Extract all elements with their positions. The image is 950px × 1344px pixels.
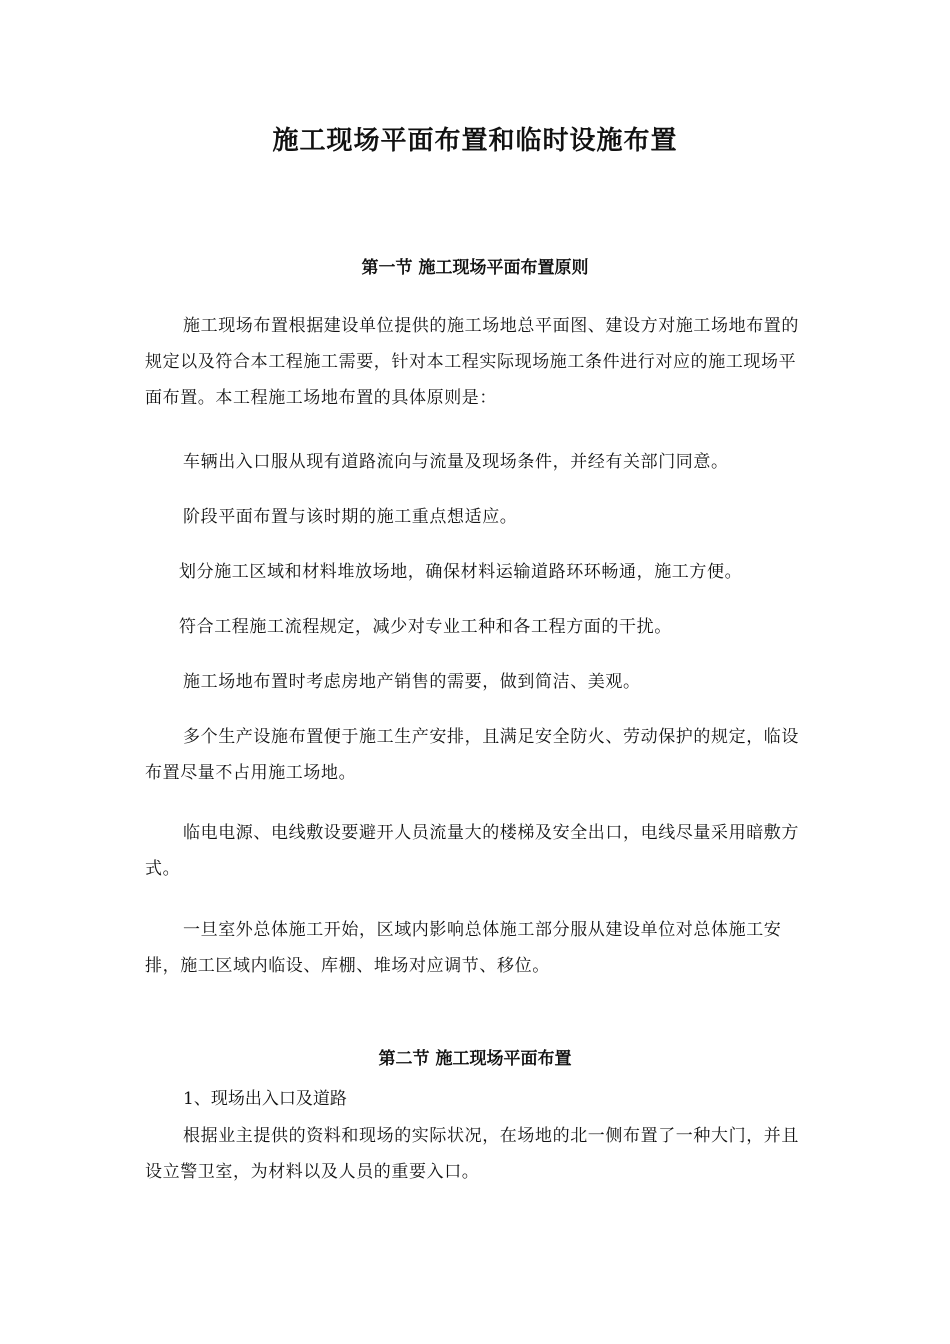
principle-item-4: 符合工程施工流程规定，减少对专业工种和各工程方面的干扰。	[179, 617, 672, 637]
section-2-heading: 第二节 施工现场平面布置	[378, 1049, 572, 1069]
section-1-heading: 第一节 施工现场平面布置原则	[361, 258, 589, 278]
subsection-1-heading: 1、现场出入口及道路	[183, 1089, 347, 1109]
section-1-intro: 施工现场布置根据建设单位提供的施工场地总平面图、建设方对施工场地布置的规定以及符合本工程施工需要，针对本工程实际现场施工条件进行对应的施工现场平面布置。本工程施工场地布置的具体原则是：	[145, 316, 799, 408]
principle-item-2: 阶段平面布置与该时期的施工重点想适应。	[183, 507, 518, 527]
principle-item-6: 多个生产设施布置便于施工生产安排，且满足安全防火、劳动保护的规定，临设布置尽量不占用施工场地。	[145, 727, 799, 783]
principle-item-7: 临电电源、电线敷设要避开人员流量大的楼梯及安全出口，电线尽量采用暗敷方式。	[145, 823, 799, 879]
principle-item-3: 划分施工区域和材料堆放场地，确保材料运输道路环环畅通，施工方便。	[179, 562, 743, 582]
subsection-1-text: 根据业主提供的资料和现场的实际状况，在场地的北一侧布置了一种大门，并且设立警卫室，为材料以及人员的重要入口。	[145, 1126, 799, 1182]
principle-item-8: 一旦室外总体施工开始，区域内影响总体施工部分服从建设单位对总体施工安排，施工区域内临设、库棚、堆场对应调节、移位。	[145, 920, 782, 976]
principle-item-5: 施工场地布置时考虑房地产销售的需要，做到简洁、美观。	[183, 672, 641, 692]
principle-item-1: 车辆出入口服从现有道路流向与流量及现场条件，并经有关部门同意。	[183, 452, 729, 472]
document-title: 施工现场平面布置和临时设施布置	[272, 126, 678, 156]
